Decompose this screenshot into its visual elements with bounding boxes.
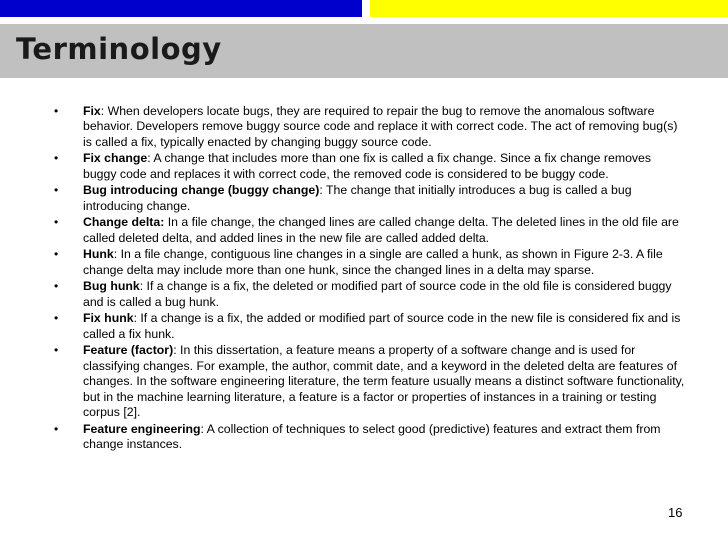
definition: In a file change, the changed lines are called change delta. The deleted lines in the old file are called deleted delta, and added lines in the new file are called added delta. bbox=[83, 215, 679, 245]
list-item bbox=[54, 343, 686, 420]
term: Change delta: bbox=[83, 215, 165, 230]
definition: : A collection of techniques to select good (predictive) features and extract them from change instances. bbox=[83, 421, 661, 452]
bullet-icon: • bbox=[54, 215, 59, 230]
list-item bbox=[54, 279, 686, 310]
bullet-icon: • bbox=[54, 183, 59, 198]
list-item bbox=[54, 215, 686, 246]
list-item bbox=[54, 311, 686, 342]
definition: : A change that includes more than one fix is called a fix change. Since a fix change removes buggy code and replaces it with correct code, the removed code is considered to be buggy code. bbox=[83, 151, 652, 181]
bullet-icon: • bbox=[54, 247, 59, 262]
slide-title: Terminology bbox=[16, 32, 222, 66]
term: Fix change bbox=[83, 151, 148, 166]
definition: : In this dissertation, a feature means a property of a software change and is used for classifying changes. For example, the author, commit date, and a keyword in the deleted delta are features of changes. In the software engineering literature, the term feature usually means a distinct software functionality, but in the machine learning literature, a feature is a factor or properties of instances in a training or testing corpus [2]. bbox=[83, 343, 685, 420]
term: Bug introducing change (buggy change) bbox=[83, 183, 320, 198]
list-item bbox=[54, 104, 686, 150]
term: Fix hunk bbox=[83, 311, 134, 326]
bullet-icon: • bbox=[54, 279, 59, 294]
term: Feature (factor) bbox=[83, 343, 174, 358]
bullet-icon: • bbox=[54, 343, 59, 358]
list-item bbox=[54, 151, 686, 182]
definition: : The change that initially introduces a bug is called a bug introducing change. bbox=[83, 183, 632, 213]
term: Hunk bbox=[83, 247, 114, 262]
bullet-icon: • bbox=[54, 421, 59, 436]
definition: : When developers locate bugs, they are required to repair the bug to remove the anomalous software behavior. Developers remove buggy source code and replace it with correct code. The act of removing bug(s) is called a fix, typically enacted by changing buggy source code. bbox=[83, 104, 678, 149]
top-bar-yellow bbox=[370, 0, 728, 17]
term: Fix bbox=[83, 104, 101, 118]
list-item bbox=[54, 247, 686, 278]
top-bar-blue bbox=[0, 0, 362, 17]
terminology-list bbox=[54, 104, 686, 454]
bullet-icon: • bbox=[54, 311, 59, 326]
term: Bug hunk bbox=[83, 279, 140, 294]
bullet-icon: • bbox=[54, 104, 59, 118]
list-item bbox=[54, 183, 686, 214]
list-item bbox=[54, 422, 686, 453]
definition: : If a change is a fix, the deleted or modified part of source code in the old file is considered buggy and is called a bug hunk. bbox=[83, 279, 672, 309]
title-band bbox=[0, 24, 728, 78]
definition: : In a file change, contiguous line changes in a single are called a hunk, as shown in Figure 2‐3. A file change delta may include more than one hunk, since the changed lines in a delta may sparse. bbox=[83, 247, 663, 277]
term: Feature engineering bbox=[83, 421, 201, 436]
page-number: 16 bbox=[668, 505, 683, 520]
bullet-icon: • bbox=[54, 151, 59, 166]
definition: : If a change is a fix, the added or modified part of source code in the new file is considered fix and is called a fix hunk. bbox=[83, 311, 681, 341]
